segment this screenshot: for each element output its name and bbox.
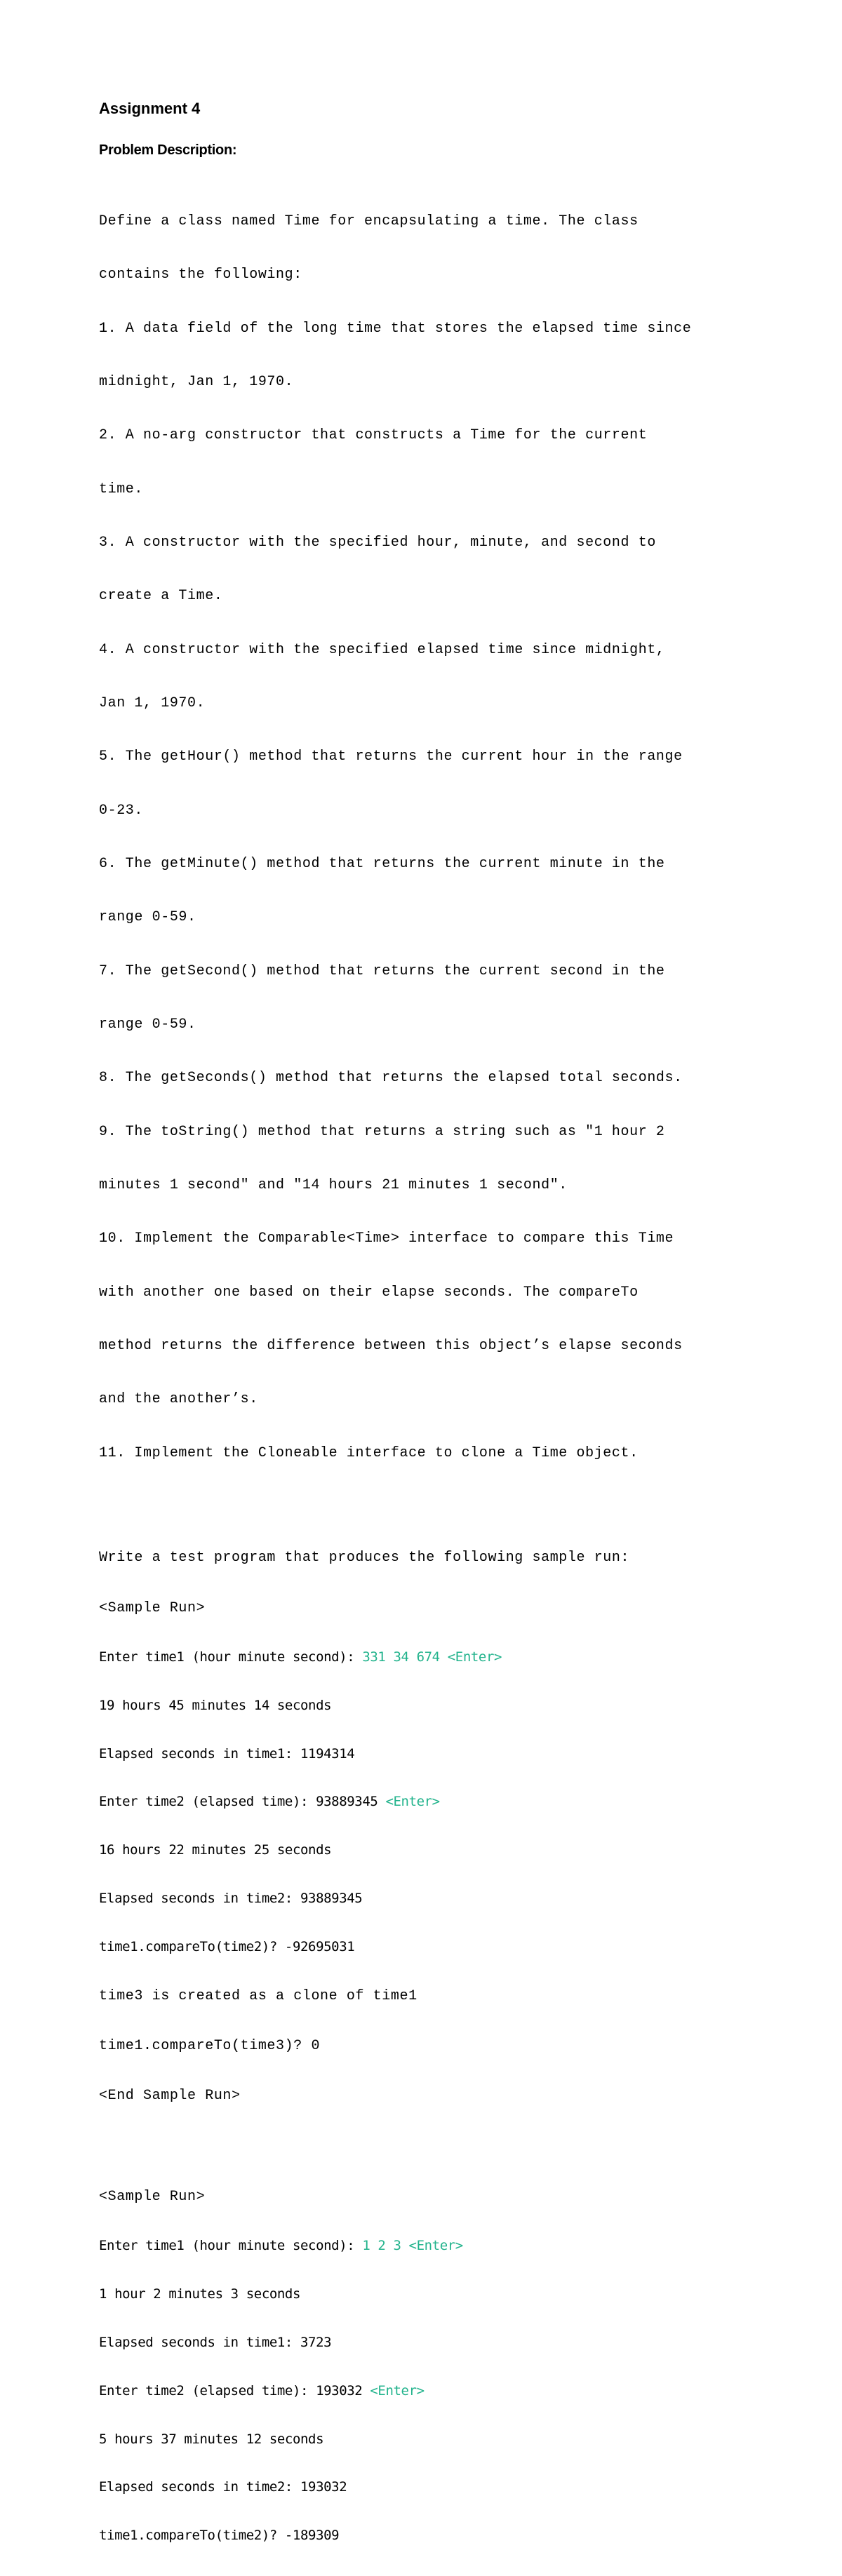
description-line: 5. The getHour() method that returns the current hour in the range [99,749,683,765]
description-line: minutes 1 second" and "14 hours 21 minutes 1 second". [99,1177,568,1194]
console-prompt: Enter time1 (hour minute second): [99,2238,363,2254]
console-line: 5 hours 37 minutes 12 seconds [99,2431,324,2447]
description-line: 0-23. [99,802,144,819]
console-line [99,1794,842,1810]
description-line: midnight, Jan 1, 1970. [99,373,294,390]
description-line: 9. The toString() method that returns a string such as "1 hour 2 [99,1123,665,1140]
console-prompt: Enter time2 (elapsed time): 193032 [99,2382,370,2399]
console-prompt: Enter time1 (hour minute second): [99,1649,363,1665]
console-line [99,2238,842,2254]
console-line: time1.compareTo(time2)? -92695031 [99,1938,355,1954]
description-line: range 0-59. [99,909,196,926]
console-line: Elapsed seconds in time2: 93889345 [99,1891,363,1907]
section-heading: Problem Description: [99,142,237,158]
description-line: 4. A constructor with the specified elapsed time since midnight, [99,641,665,658]
sample-run-end: <End Sample Run> [99,2088,241,2105]
description-line: 2. A no-arg constructor that constructs a Time for the current [99,427,648,444]
description-line: 1. A data field of the long time that stores the elapsed time since [99,320,692,337]
description-line: with another one based on their elapse seconds. The compareTo [99,1284,639,1301]
console-line: time3 is created as a clone of time1 [99,1987,417,2004]
description-line: 3. A constructor with the specified hour, minute, and second to [99,534,656,551]
console-line [99,2383,842,2399]
console-line: time1.compareTo(time2)? -189309 [99,2528,340,2544]
description-line: and the another’s. [99,1391,258,1408]
sample-run-start: <Sample Run> [99,2188,206,2205]
description-line: Define a class named Time for encapsulating a time. The class [99,213,639,229]
user-input: <Enter> [370,2382,425,2399]
description-line: 11. Implement the Cloneable interface to clone a Time object. [99,1444,639,1461]
description-line: 8. The getSeconds() method that returns the elapsed total seconds. [99,1070,683,1087]
console-line: Elapsed seconds in time1: 1194314 [99,1745,355,1762]
description-line: Jan 1, 1970. [99,695,206,711]
console-line: 16 hours 22 minutes 25 seconds [99,1842,332,1858]
console-line: Elapsed seconds in time2: 193032 [99,2479,347,2495]
console-line [99,1649,842,1665]
description-line: range 0-59. [99,1017,196,1033]
console-line: 19 hours 45 minutes 14 seconds [99,1697,332,1713]
sample-run-2 [99,2156,842,2576]
console-line: time1.compareTo(time3)? 0 [99,2038,321,2055]
description-line: 10. Implement the Comparable<Time> interface to compare this Time [99,1230,674,1247]
sample-run-start: <Sample Run> [99,1599,206,1616]
description-line: time. [99,481,144,497]
description-line: 6. The getMinute() method that returns the current minute in the [99,856,665,873]
description-line: contains the following: [99,267,302,283]
problem-description [99,177,842,1498]
console-prompt: Enter time2 (elapsed time): 93889345 [99,1794,386,1810]
page-title: Assignment 4 [99,100,201,117]
description-line: 7. The getSecond() method that returns the current second in the [99,962,665,979]
user-input: 331 34 674 <Enter> [362,1649,502,1665]
description-line: method returns the difference between this object’s elapse seconds [99,1338,683,1355]
console-line: 1 hour 2 minutes 3 seconds [99,2286,301,2302]
sample-run-1 [99,1517,842,2138]
description-line: create a Time. [99,588,223,605]
test-intro: Write a test program that produces the following sample run: [99,1550,630,1567]
user-input: <Enter> [385,1794,440,1810]
user-input: 1 2 3 <Enter> [362,2238,463,2254]
console-line: Elapsed seconds in time1: 3723 [99,2334,332,2350]
